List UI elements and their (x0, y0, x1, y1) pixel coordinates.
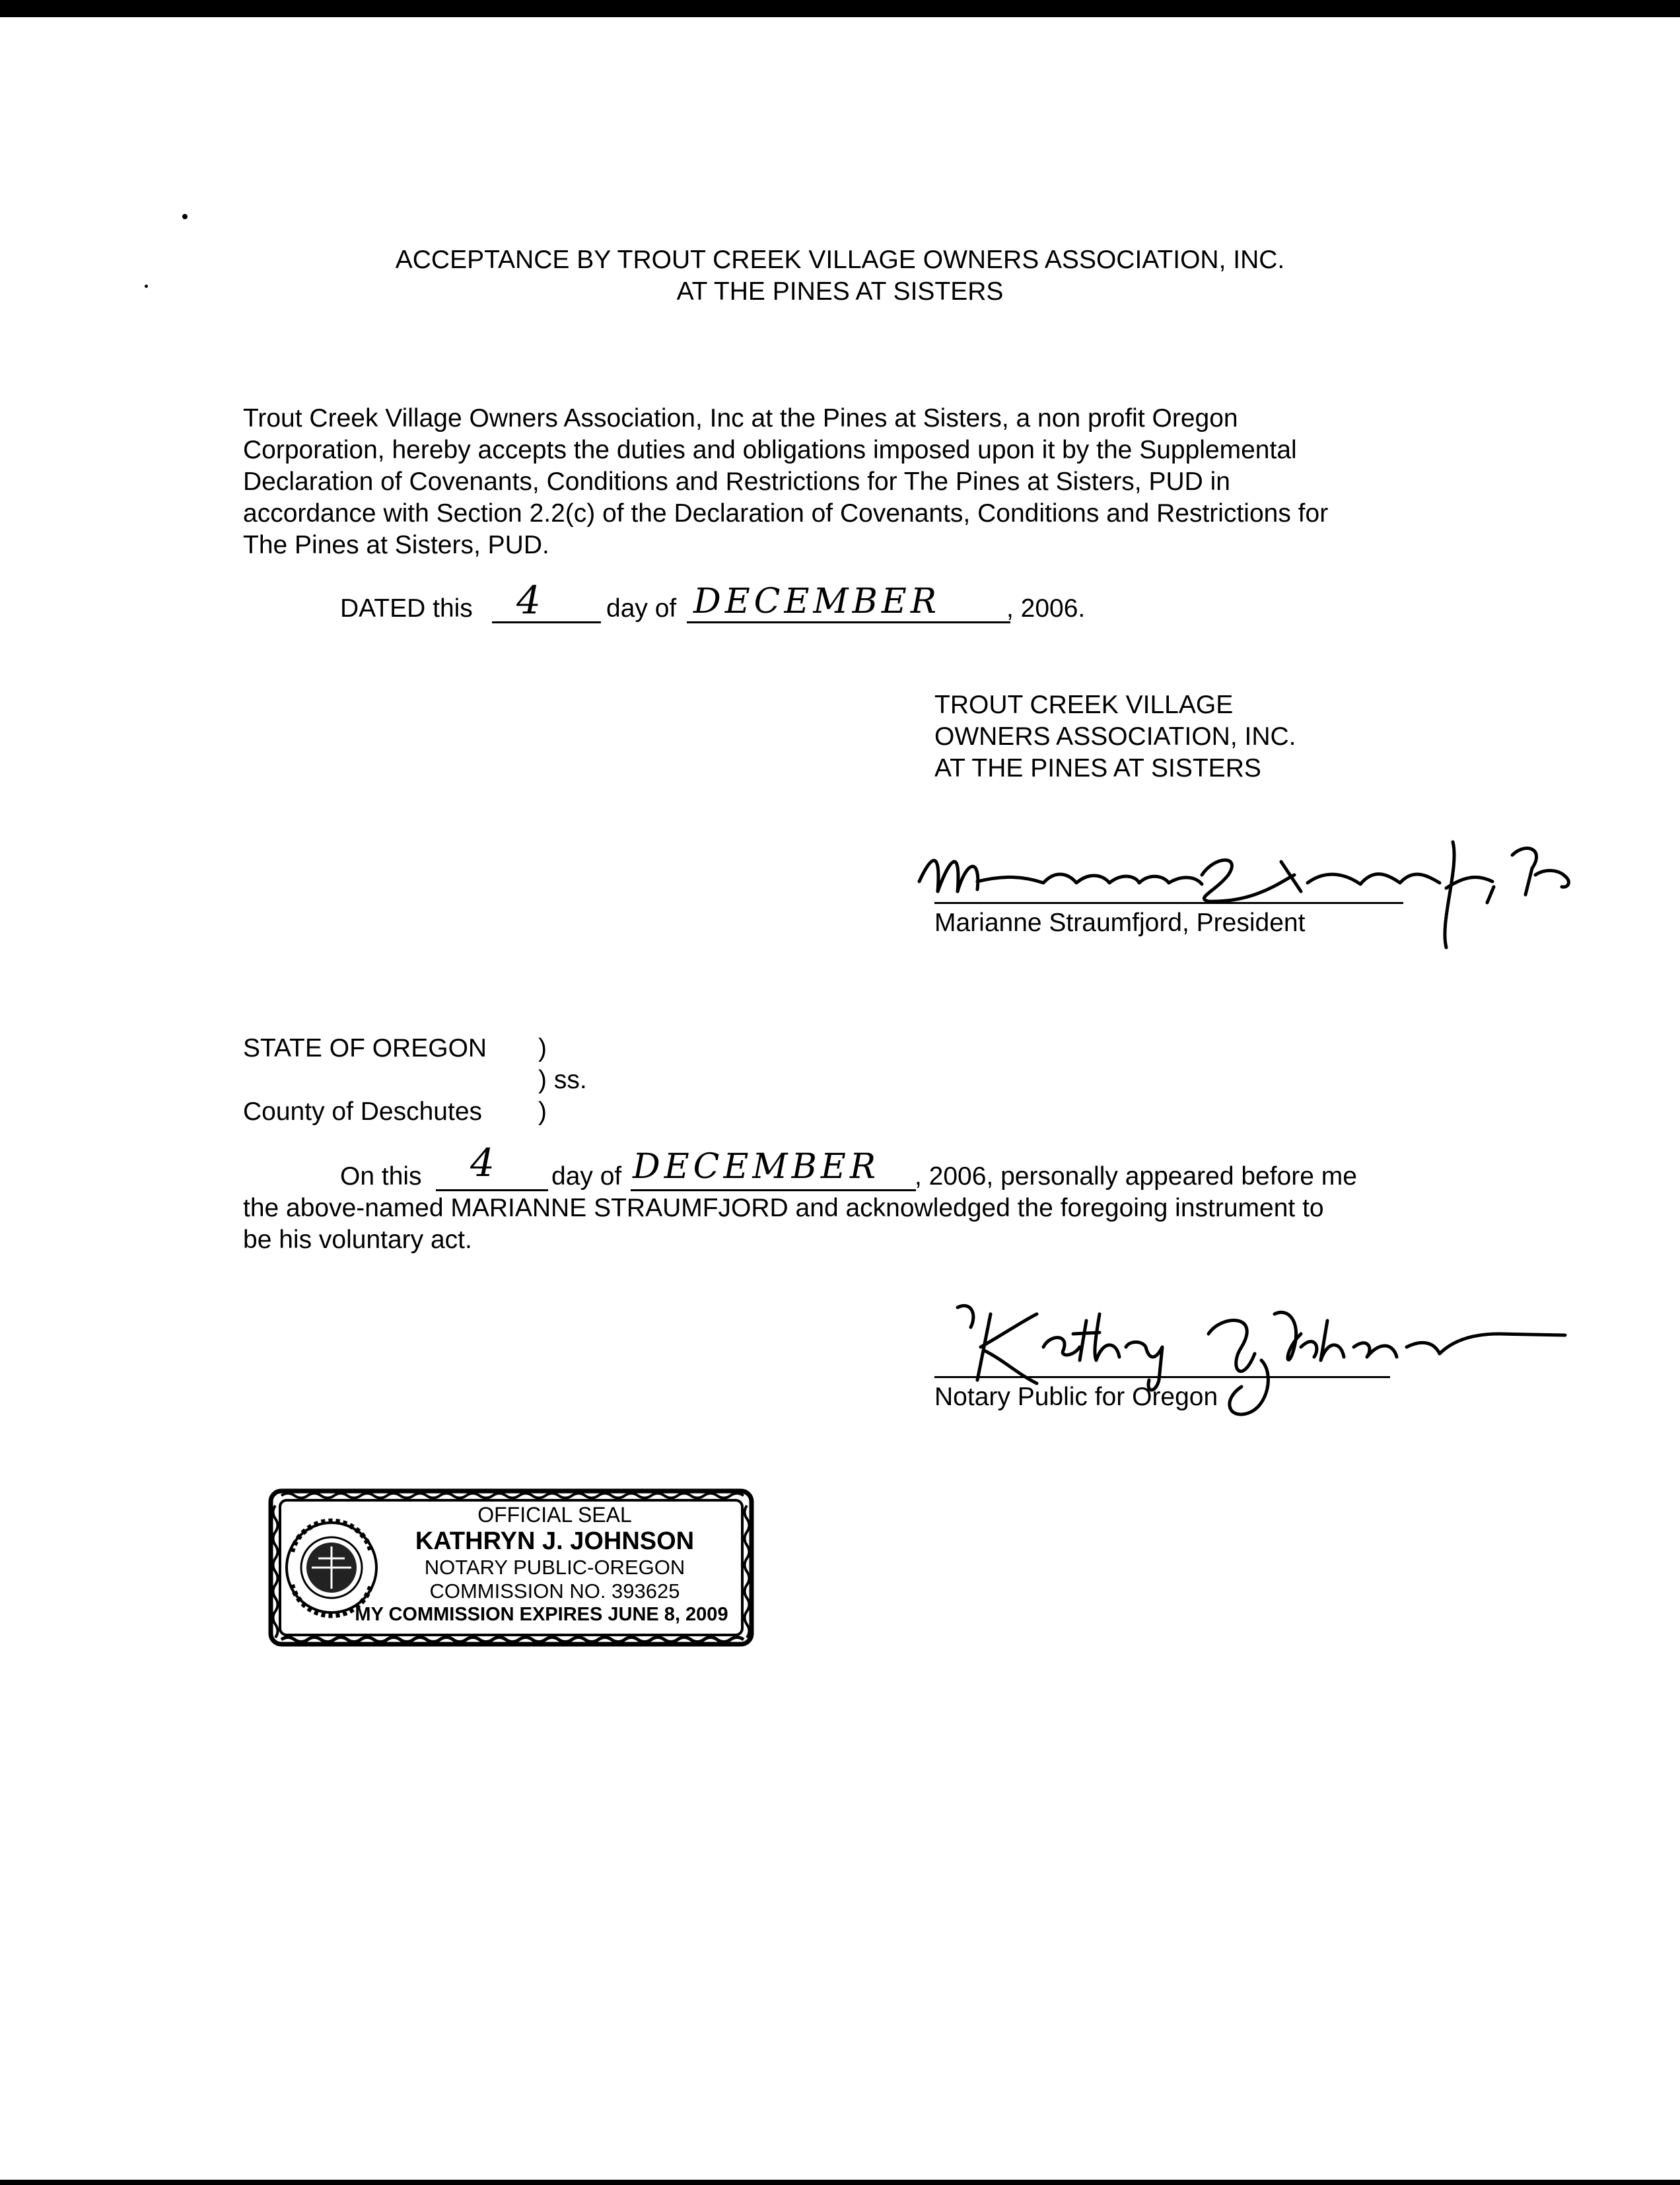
ack-rest-line-1: , 2006, personally appeared before me (915, 1162, 1357, 1191)
ack-day-blank (436, 1189, 548, 1191)
ack-on-this: On this (340, 1162, 422, 1191)
ack-month-handwritten: DECEMBER (633, 1147, 880, 1187)
ack-line-2: the above-named MARIANNE STRAUMFJORD and acknowledged the foregoing instrument to (243, 1194, 1324, 1222)
body-line: Corporation, hereby accepts the duties and obligations imposed upon it by the Supplemental (243, 436, 1297, 464)
signatory-org-line: OWNERS ASSOCIATION, INC. (934, 722, 1296, 751)
ack-day-of: day of (551, 1162, 622, 1191)
dated-month-blank (687, 621, 1010, 623)
body-line: The Pines at Sisters, PUD. (243, 531, 549, 559)
seal-expiration: MY COMMISSION EXPIRES JUNE 8, 2009 (355, 1604, 728, 1625)
dated-prefix: DATED this (340, 594, 473, 623)
signatory-org-line: AT THE PINES AT SISTERS (934, 754, 1261, 782)
scan-bottom-border (0, 2180, 1680, 2185)
president-signature-line (934, 902, 1403, 904)
venue-ss: ) ss. (538, 1066, 587, 1094)
notary-label: Notary Public for Oregon (934, 1383, 1218, 1411)
dated-month-handwritten: DECEMBER (693, 582, 940, 621)
venue-state: STATE OF OREGON (243, 1034, 487, 1062)
ack-day-handwritten: 4 (470, 1140, 499, 1185)
title-line-1: ACCEPTANCE BY TROUT CREEK VILLAGE OWNERS ASSOCIATION, INC. (395, 246, 1285, 274)
dated-middle: day of (606, 594, 677, 623)
signatory-org-line: TROUT CREEK VILLAGE (934, 691, 1234, 719)
document-title (0, 244, 1680, 308)
seal-commission-number: COMMISSION NO. 393625 (429, 1579, 680, 1603)
seal-text (355, 1503, 733, 1626)
ack-line-3: be his voluntary act. (243, 1226, 472, 1254)
scan-top-border (0, 0, 1680, 17)
title-line-2: AT THE PINES AT SISTERS (676, 277, 1004, 306)
dated-day-blank (492, 621, 601, 623)
signatory-org (934, 689, 1296, 784)
body-line: accordance with Section 2.2(c) of the Declaration of Covenants, Conditions and Restrictions for (243, 499, 1329, 528)
body-line: Trout Creek Village Owners Association, Inc at the Pines at Sisters, a non profit Oregon (243, 404, 1238, 433)
notary-seal-stamp (265, 1486, 757, 1649)
president-signature (911, 829, 1578, 961)
venue-paren: ) (538, 1097, 547, 1126)
scan-speck (182, 214, 188, 219)
seal-notary-name: KATHRYN J. JOHNSON (415, 1527, 695, 1555)
ack-month-blank (631, 1189, 916, 1191)
venue-county: County of Deschutes (243, 1097, 483, 1126)
seal-line: OFFICIAL SEAL (477, 1503, 632, 1527)
dated-year: , 2006. (1006, 594, 1086, 623)
president-name-title: Marianne Straumfjord, President (934, 909, 1306, 937)
notary-signature-line (934, 1376, 1390, 1378)
state-seal-emblem-icon (287, 1521, 376, 1616)
body-paragraph (243, 403, 1328, 561)
venue-paren: ) (538, 1034, 547, 1062)
dated-day-handwritten: 4 (516, 578, 545, 623)
body-line: Declaration of Covenants, Conditions and Restrictions for The Pines at Sisters, PUD in (243, 468, 1230, 496)
seal-line: NOTARY PUBLIC-OREGON (424, 1556, 685, 1579)
